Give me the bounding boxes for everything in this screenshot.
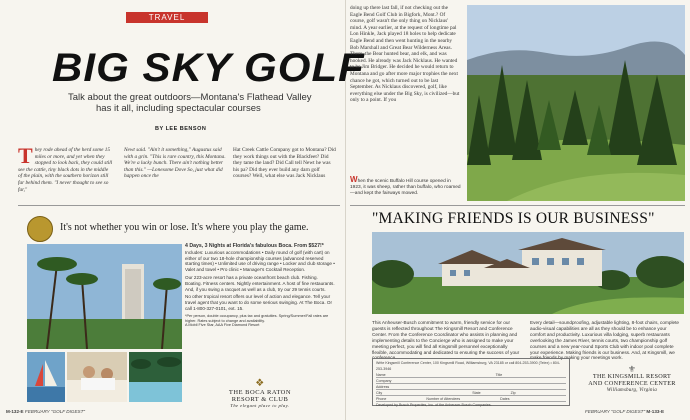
- coupon-form: [372, 358, 570, 406]
- article-column-4: doing up there last fall, if not checking out the Eagle Bend Golf Club in Bigfork, Mont.? Of course, golf wasn't the only thing on Nicklaus' mind. A year earlier, at the request of longtime pal Lon Hinkle, Jack played 18 holes to help dedicate Eagle Bend and then went hunting in the nearby Bob Marshall and Great Bear Wilderness Areas. There, the Bear hunted bear, and elk, and was hooked. He already was Jack Nicklaus. He wanted to be Jim Bridger. He decided he would return to Montana and go after more major trophies the next chance he got, which turned out to be last September. As Nicklaus discovered, golf, like everything else under the Big Sky, is civilized—but only to a point. If you: [350, 5, 460, 104]
- kingsmill-logo-line-1: THE KINGSMILL RESORT: [592, 373, 672, 380]
- resort-crest-icon: [27, 216, 53, 242]
- pool-photo: [129, 352, 182, 402]
- boca-logo-line-2: RESORT & CLUB: [231, 396, 289, 403]
- photo-caption: [350, 177, 462, 197]
- kingsmill-ad-headline: "MAKING FRIENDS IS OUR BUSINESS": [372, 210, 655, 227]
- kingsmill-logo: [582, 366, 682, 394]
- boca-ad-copy: [185, 244, 335, 329]
- form-field-name[interactable]: Name Title: [376, 372, 566, 378]
- dek-line-1: Talk about the great outdoors—Montana's Flathead Valley: [68, 92, 312, 103]
- form-header: Write Kingsmill Conference Center, 100 Kingsmill Road, Williamsburg, VA 23185 or call 804-253-3900 (Telex) • 804-253-3946: [376, 361, 560, 371]
- article-dek: [68, 92, 368, 114]
- form-footer: Developed by Busch Properties, Inc. of the Anheuser-Busch Companies.: [376, 403, 492, 407]
- boca-ad-headline: It's not whether you win or lose. It's where you play the game.: [60, 222, 309, 233]
- boca-tagline: The elegant place to play.: [230, 403, 290, 408]
- kingsmill-copy-left: This Anheuser-Busch commitment to warm, friendly service for our guests is reflected throughout The Kingsmill Resort and Conference Center. From the Conference Coordinator who assists in planning and implementing details to the Concierge who is assigned to make your meeting perfect, you will find all Kingsmill personnel exceptionally flexible, accommodating and dedicated to ensuring the success of your conference.: [372, 320, 520, 361]
- article-column-2: Newt said. "Ain't it something," Augustus said with a grin. "This is rare country, this Montana. We're a lucky bunch. There ain't nothing better than this." —Lonesome Dove So, just what did happen once the: [124, 147, 226, 180]
- article-column-1: [18, 143, 113, 193]
- offer-body-2: Our 223-acre resort has a private oceanfront beach club. Fishing. Boating. Fitness centers. Nightly entertainment. A host of fine restaurants. And, if you swing a racquet as well as a club, try our 29 tennis courts.: [185, 274, 335, 292]
- folio-right: FEBRUARY "GOLF DIGEST" M-133-E: [585, 409, 665, 414]
- dek-line-2: has it all, including spectacular courses: [96, 103, 261, 114]
- golf-course-photo: [467, 5, 685, 201]
- fine-print: *Per person, double occupancy, plus tax and gratuities. Spring/Summer/Fall rates are higher. Rates subject to change and availability.: [185, 313, 329, 323]
- kingsmill-emblem-icon: ⚜: [627, 364, 637, 374]
- form-field-address[interactable]: Address: [376, 384, 566, 390]
- kingsmill-logo-line-3: Williamsburg, Virginia: [606, 388, 658, 393]
- column-1-text: hey rode ahead of the herd some 15 miles or more, and yet when they stopped to look back, they could still see the cattle, tiny black dots in the middle of the plain, with the southern horizon still far behind them. "I never thought to see so far,": [18, 147, 113, 193]
- kingsmill-resort-photo: [372, 232, 684, 314]
- offer-body-3: No other tropical resort offers our level of action and elegance. Tell your travel agent that you want to do some serious swinging. At The Boca. Or call 1-800-327-0101, ext. 15.: [185, 294, 332, 311]
- form-field-company[interactable]: Company: [376, 378, 566, 384]
- article-column-3: Hat Creek Cattle Company got to Montana? Did they work things out with the Blackfeet? Did they tame the land? Did Call tell Newt he was his pa? Did they ever build any darn golf courses? Well, what else was Jack Nicklaus: [233, 147, 336, 180]
- folio-left: M-132-E FEBRUARY "GOLF DIGEST": [6, 409, 86, 414]
- caption-text: hen the scenic Buffalo Hill course opened in 1923, it was sheep, rather than buffalo, who roamed—and kept the fairways mowed.: [350, 179, 461, 196]
- guests-photo: [67, 352, 127, 402]
- article-headline: BIG SKY GOLF: [52, 46, 365, 90]
- divider: [350, 205, 685, 206]
- kingsmill-logo-line-2: AND CONFERENCE CENTER: [588, 380, 676, 387]
- kingsmill-copy-right: Every detail—soundproofing, adjustable lighting, 8-foot chairs, complete audio-visual capabilities are all as they should be to enhance your comfort and productivity. Luxurious villa lodging, superb restaurants overlooking the James River, tennis courts, two championship golf courses and a new year-round Sports Club with indoor pool complete your experience. Making friends is our business. And, at Kingsmill, we make friends by making your meetings work.: [530, 320, 680, 361]
- sailboat-photo: [27, 352, 65, 402]
- drop-cap: T: [18, 143, 33, 168]
- form-field-city[interactable]: City State Zip: [376, 390, 566, 396]
- form-field-phone[interactable]: Phone Number of Attendees Dates: [376, 396, 566, 402]
- boca-emblem-icon: ❖: [255, 378, 265, 389]
- boca-logo: [225, 378, 295, 408]
- fine-print-2: A Mobil Five Star, AAA Five Diamond Resort: [185, 323, 260, 328]
- caption-initial: W: [350, 175, 358, 184]
- divider: [18, 205, 340, 206]
- offer-body: Includes: Luxurious accommodations • Daily round of golf (with cart) on either of our two 18-hole championship courses (advanced reserved starting times) • Unlimited use of driving range • Locker and club storage • Valet and towel • Pro clinic • Manager's Cocktail Reception.: [185, 249, 335, 273]
- boca-resort-photo: [27, 244, 182, 349]
- offer-title: 4 Days, 3 Nights at Florida's fabulous Boca. From $527!*: [185, 243, 324, 249]
- section-label: TRAVEL: [126, 12, 208, 23]
- boca-logo-line-1: THE BOCA RATON: [228, 389, 292, 396]
- byline: BY LEE BENSON: [155, 126, 207, 132]
